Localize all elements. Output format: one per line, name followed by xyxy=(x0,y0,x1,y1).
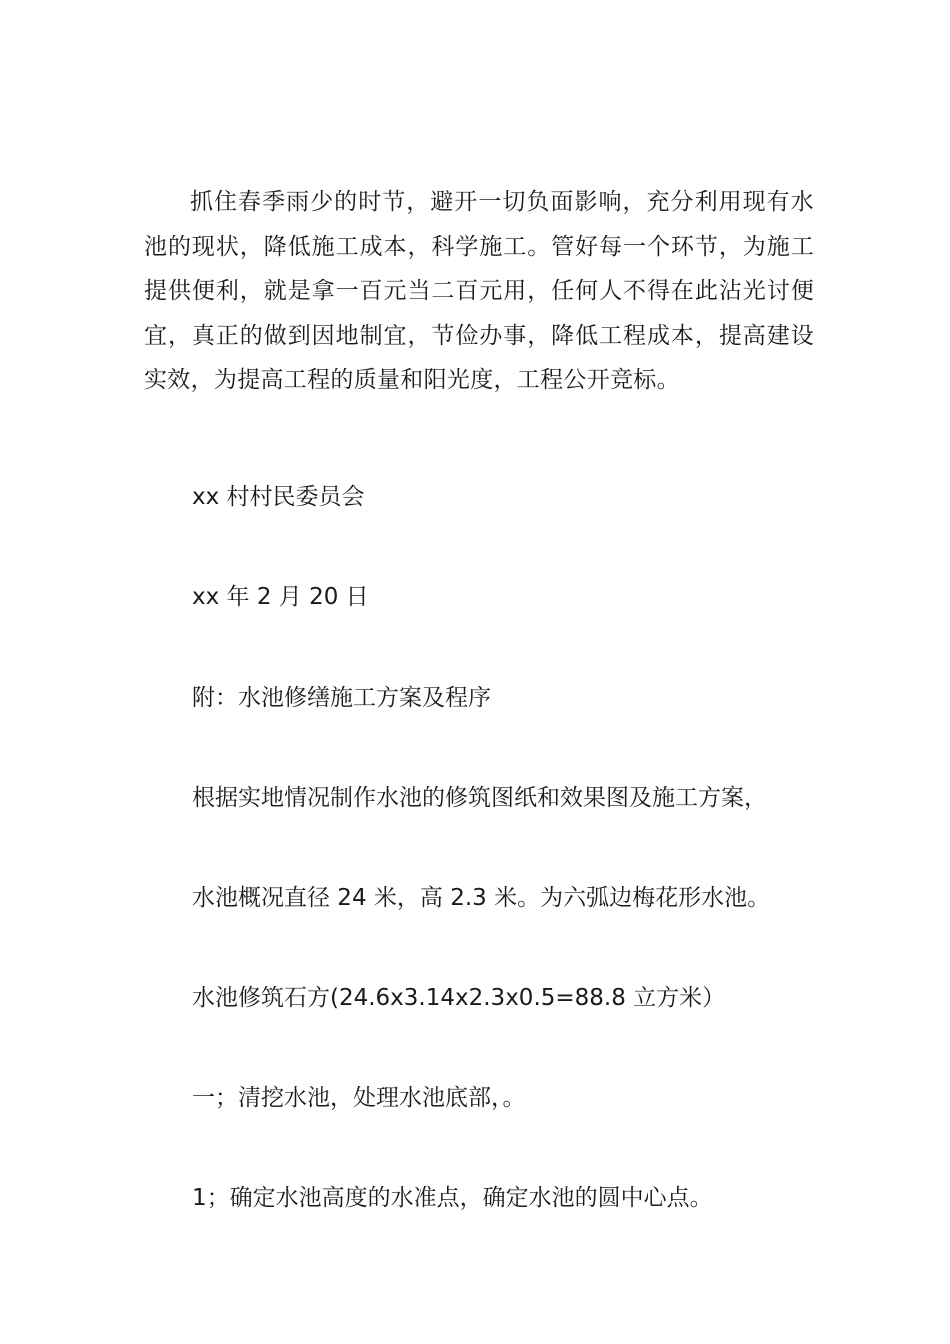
plan-step-one: 一；清挖水池，处理水池底部，。 xyxy=(192,1085,526,1111)
appendix-title: 附：水池修缮施工方案及程序 xyxy=(192,685,491,711)
plan-line-drawings: 根据实地情况制作水池的修筑图纸和效果图及施工方案， xyxy=(192,785,767,811)
plan-substep-one: 1；确定水池高度的水准点，确定水池的圆中心点。 xyxy=(192,1185,713,1211)
plan-line-stone-volume: 水池修筑石方(24.6x3.14x2.3x0.5=88.8 立方米） xyxy=(192,985,726,1011)
signature-organization: xx 村村民委员会 xyxy=(192,484,365,510)
plan-line-overview: 水池概况直径 24 米，高 2.3 米。为六弧边梅花形水池。 xyxy=(192,885,771,911)
intro-paragraph: 抓住春季雨少的时节，避开一切负面影响，充分利用现有水池的现状，降低施工成本，科学施工。管好每一个环节，为施工提供便利，就是拿一百元当二百元用，任何人不得在此沾光讨便宜，真正的做到因地制宜，节俭办事，降低工程成本，提高建设实效，为提高工程的质量和阳光度，工程公开竞标。 xyxy=(144,189,814,393)
signature-date: xx 年 2 月 20 日 xyxy=(192,584,369,610)
